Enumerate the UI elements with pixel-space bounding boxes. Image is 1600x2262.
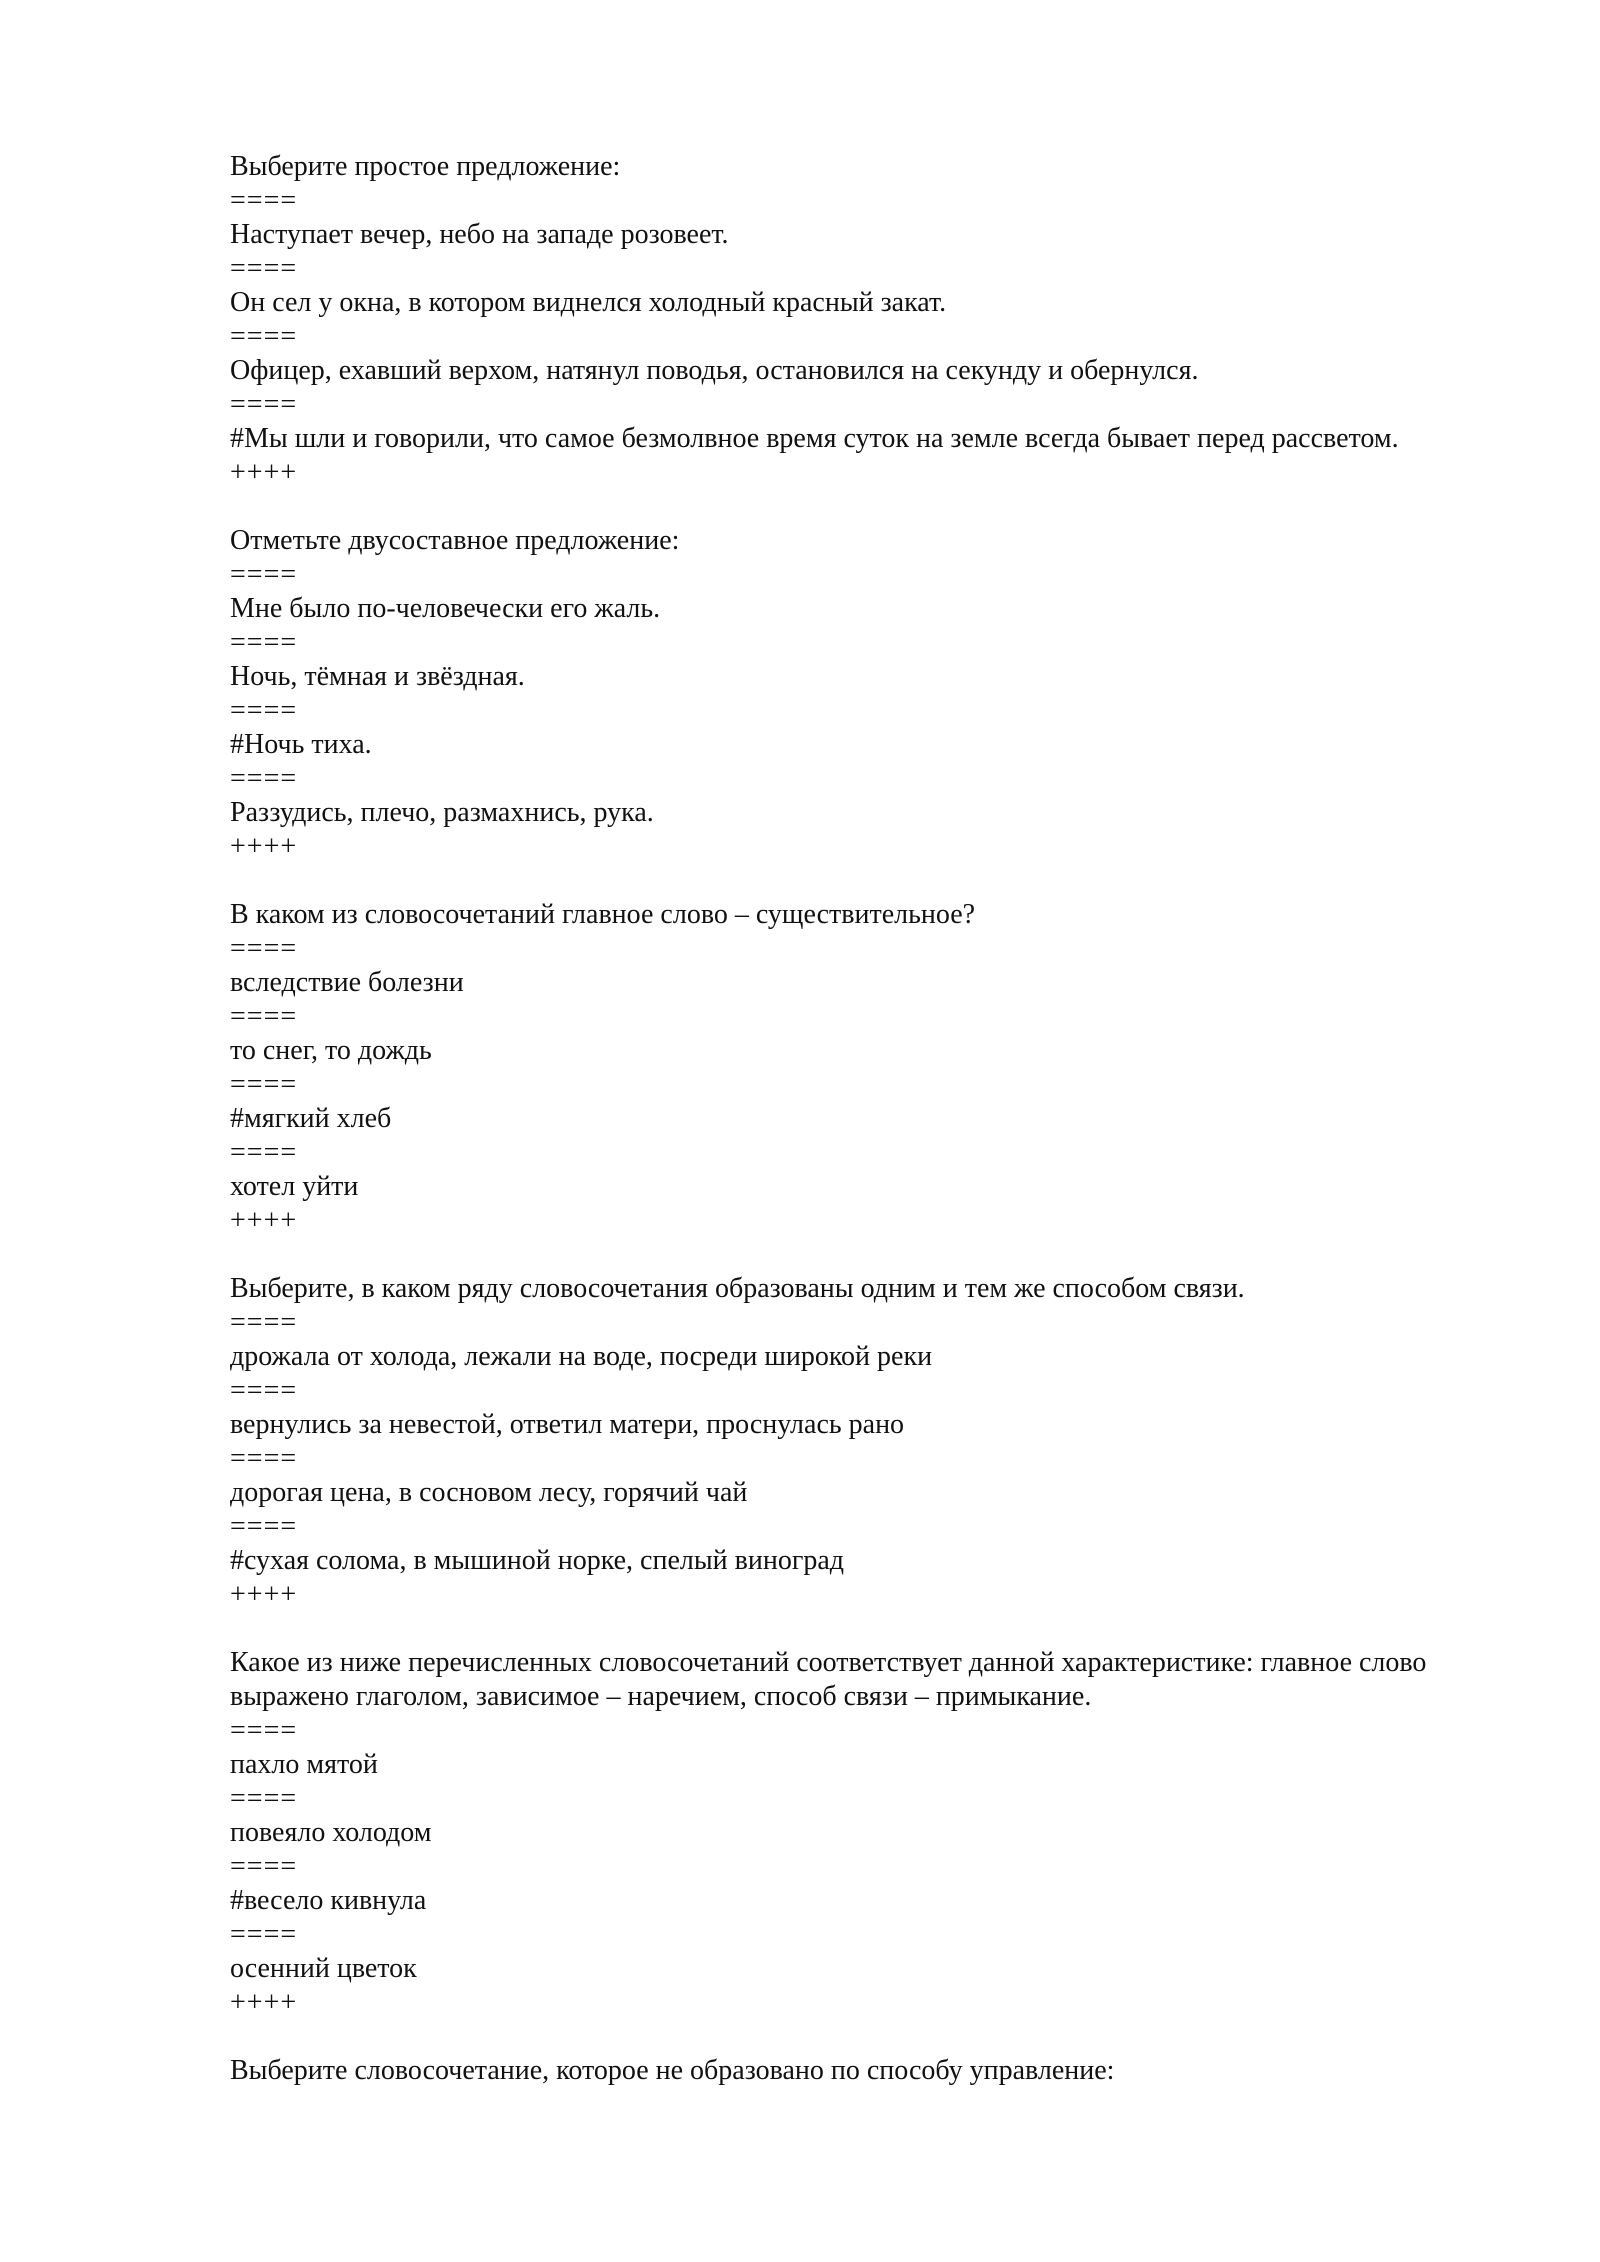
option-separator: ====	[230, 1001, 298, 1032]
answer-option-correct: #Ночь тиха.	[230, 729, 372, 760]
question-end-marker: ++++	[230, 831, 298, 862]
answer-option: повеяло холодом	[230, 1817, 432, 1848]
question-end-marker: ++++	[230, 1205, 298, 1236]
answer-option: Он сел у окна, в котором виднелся холодный красный закат.	[230, 287, 947, 318]
option-separator: ====	[230, 185, 298, 216]
option-separator: ====	[230, 389, 298, 420]
option-separator: ====	[230, 321, 298, 352]
question-prompt: В каком из словосочетаний главное слово – существительное?	[230, 899, 976, 930]
question-6	[230, 2054, 1480, 2088]
option-separator: ====	[230, 933, 298, 964]
answer-option: дорогая цена, в сосновом лесу, горячий чай	[230, 1477, 748, 1508]
answer-option: вследствие болезни	[230, 967, 464, 998]
answer-option: дрожала от холода, лежали на воде, посреди широкой реки	[230, 1341, 933, 1372]
option-separator: ====	[230, 627, 298, 658]
option-separator: ====	[230, 1511, 298, 1542]
option-separator: ====	[230, 1443, 298, 1474]
answer-option: Раззудись, плечо, размахнись, рука.	[230, 797, 654, 828]
question-3	[230, 898, 1480, 1238]
answer-option: хотел уйти	[230, 1171, 359, 1202]
option-separator: ====	[230, 1919, 298, 1950]
answer-option-correct: #Мы шли и говорили, что самое безмолвное время суток на земле всегда бывает перед рассветом.	[230, 423, 1399, 454]
question-prompt: Выберите, в каком ряду словосочетания образованы одним и тем же способом связи.	[230, 1273, 1245, 1304]
question-end-marker: ++++	[230, 457, 298, 488]
answer-option: Офицер, ехавший верхом, натянул поводья, остановился на секунду и обернулся.	[230, 355, 1199, 386]
answer-option: вернулись за невестой, ответил матери, проснулась рано	[230, 1409, 905, 1440]
question-1	[230, 150, 1480, 490]
answer-option: то снег, то дождь	[230, 1035, 432, 1066]
option-separator: ====	[230, 559, 298, 590]
option-separator: ====	[230, 1375, 298, 1406]
answer-option-correct: #сухая солома, в мышиной норке, спелый виноград	[230, 1545, 844, 1576]
answer-option-correct: #мягкий хлеб	[230, 1103, 392, 1134]
question-end-marker: ++++	[230, 1579, 298, 1610]
option-separator: ====	[230, 1715, 298, 1746]
question-prompt: Какое из ниже перечисленных словосочетаний соответствует данной характеристике: главное слово выражено глаголом, зависимое – наречием, способ связи – примыкание.	[230, 1647, 1427, 1712]
option-separator: ====	[230, 763, 298, 794]
question-prompt: Выберите простое предложение:	[230, 151, 621, 182]
option-separator: ====	[230, 253, 298, 284]
question-prompt: Отметьте двусоставное предложение:	[230, 525, 680, 556]
option-separator: ====	[230, 1137, 298, 1168]
option-separator: ====	[230, 1307, 298, 1338]
option-separator: ====	[230, 1069, 298, 1100]
answer-option: пахло мятой	[230, 1749, 378, 1780]
document-page	[230, 150, 1480, 2122]
option-separator: ====	[230, 1783, 298, 1814]
question-2	[230, 524, 1480, 864]
answer-option: Наступает вечер, небо на западе розовеет.	[230, 219, 729, 250]
answer-option: Мне было по-человечески его жаль.	[230, 593, 661, 624]
answer-option: Ночь, тёмная и звёздная.	[230, 661, 525, 692]
option-separator: ====	[230, 1851, 298, 1882]
question-prompt: Выберите словосочетание, которое не образовано по способу управление:	[230, 2055, 1115, 2086]
answer-option: осенний цветок	[230, 1953, 417, 1984]
question-4	[230, 1272, 1480, 1612]
question-end-marker: ++++	[230, 1987, 298, 2018]
question-5	[230, 1646, 1480, 2020]
answer-option-correct: #весело кивнула	[230, 1885, 427, 1916]
option-separator: ====	[230, 695, 298, 726]
